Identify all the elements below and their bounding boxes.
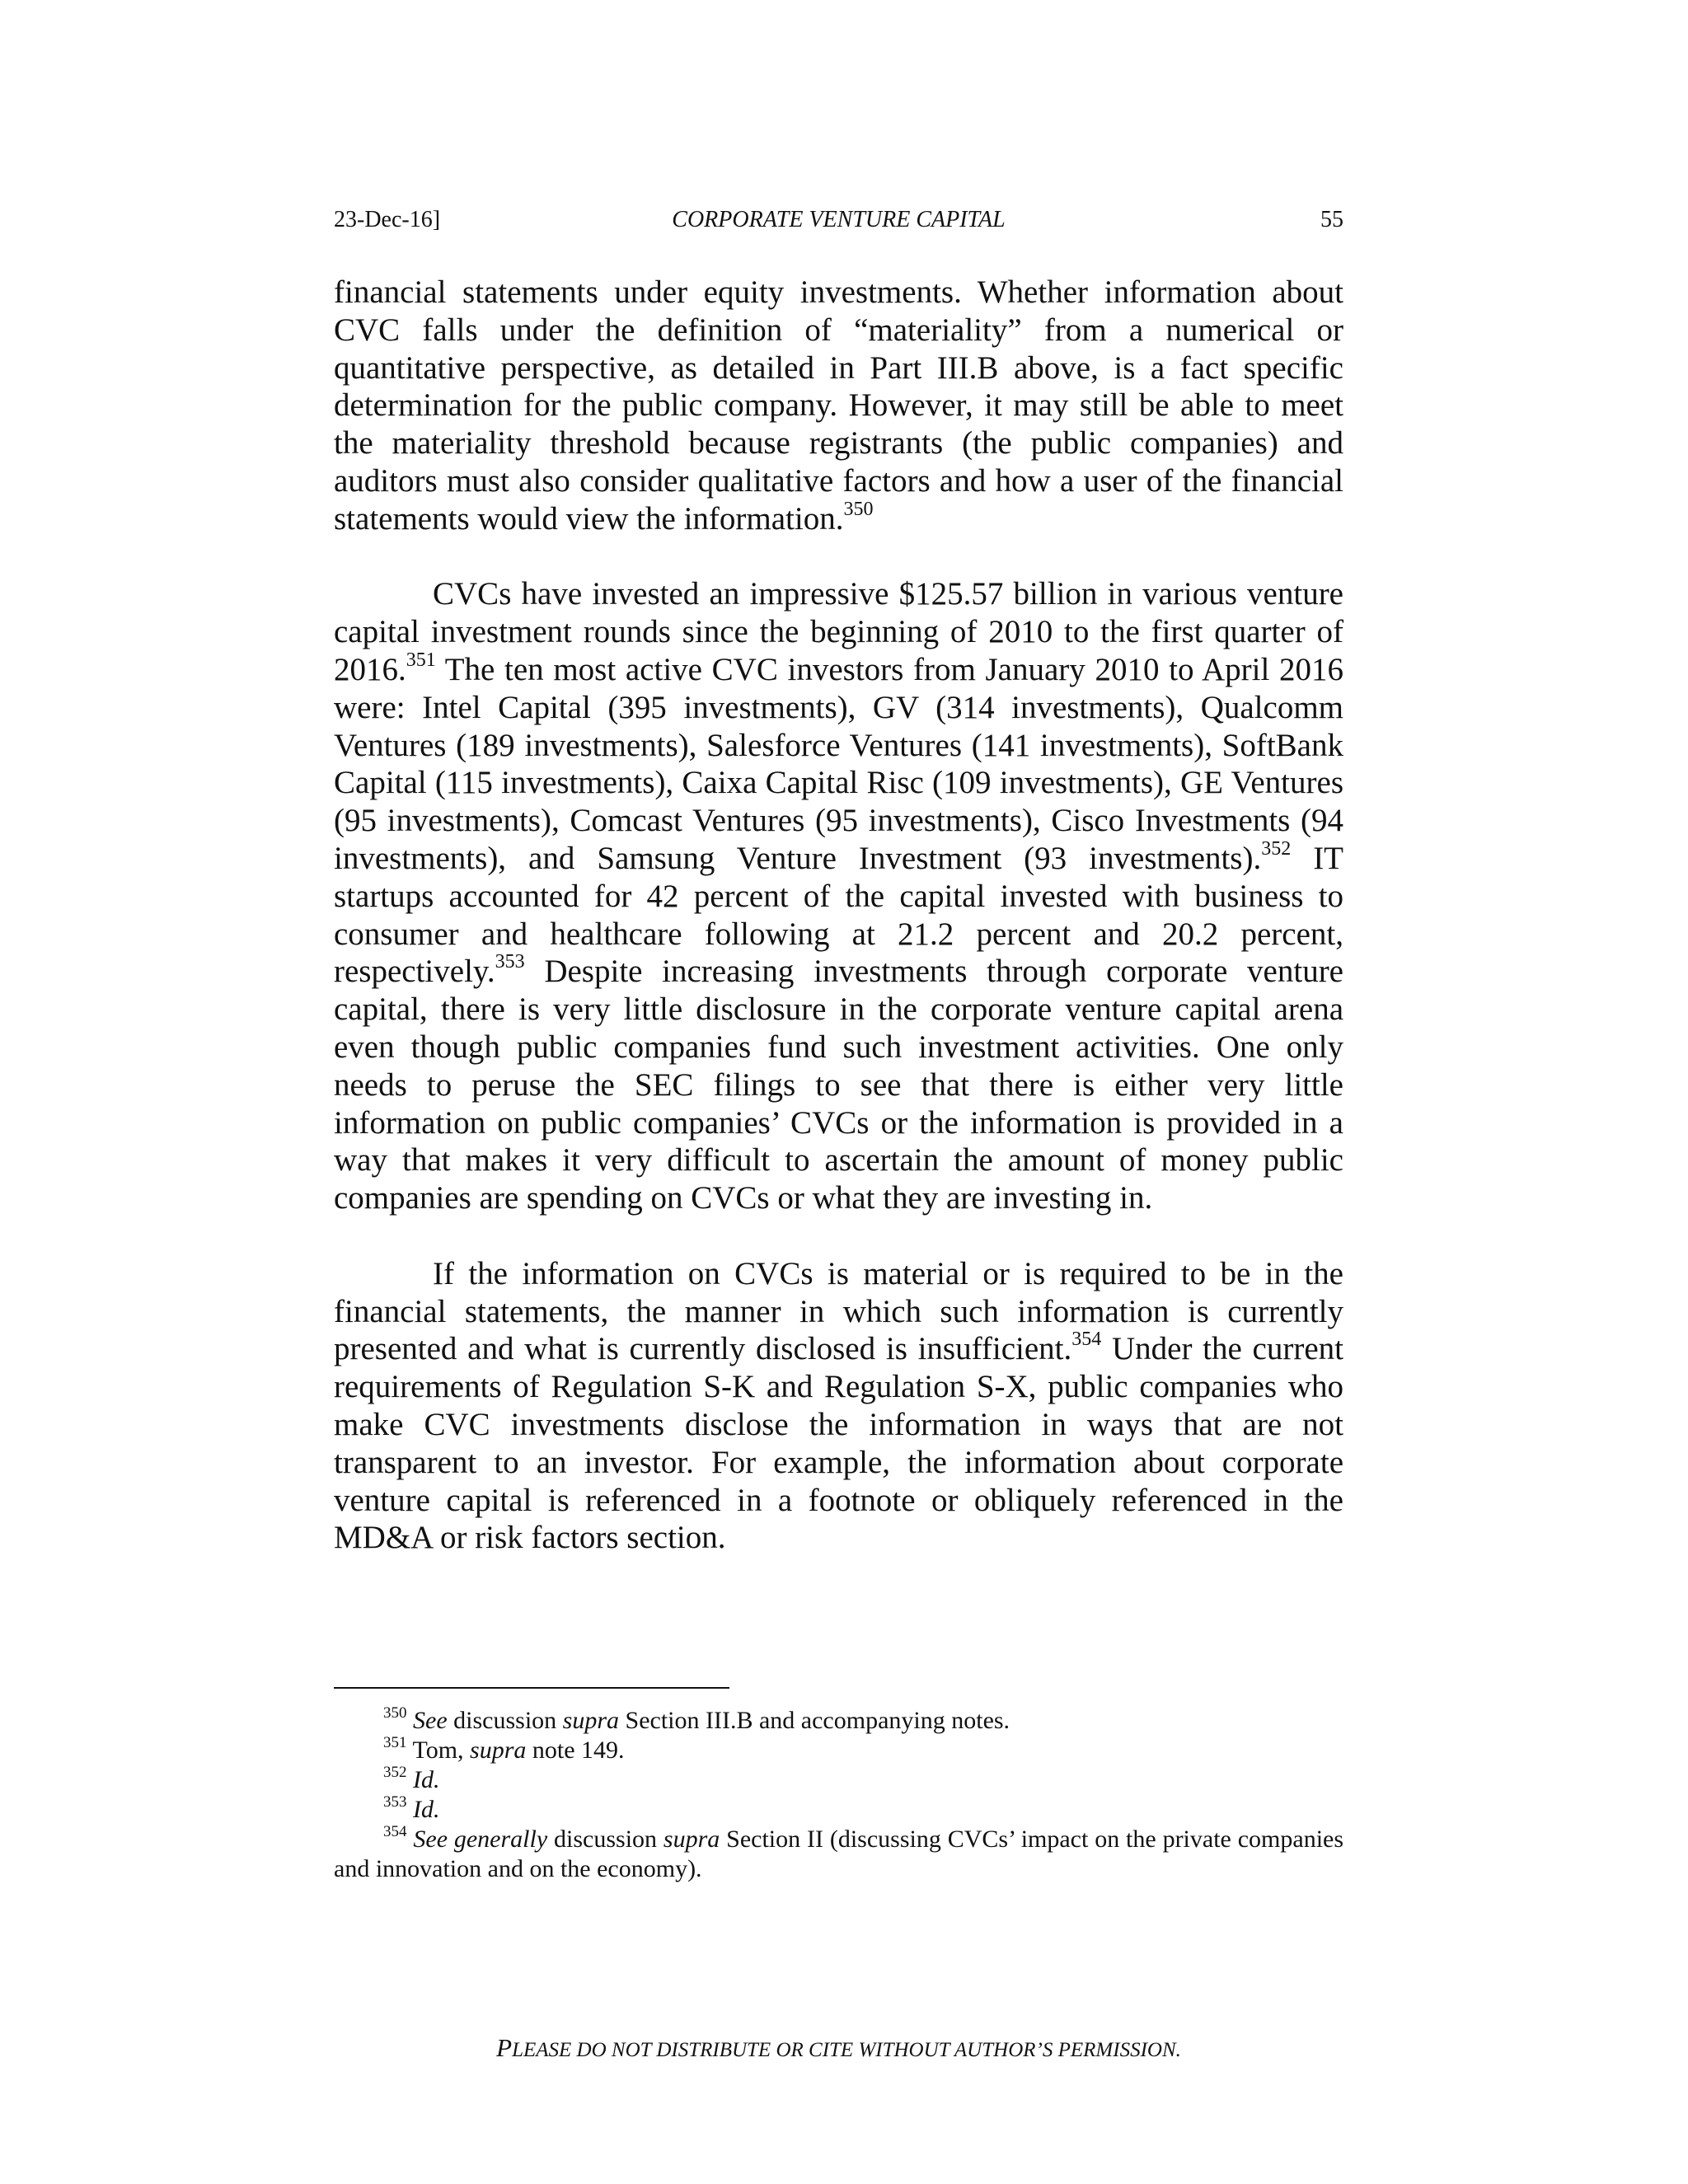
signal-word: See <box>413 1707 448 1734</box>
footnote-ref[interactable]: 352 <box>1261 837 1292 860</box>
page-number: 55 <box>1320 207 1343 232</box>
footer-text: LEASE DO NOT DISTRIBUTE OR CITE WITHOUT AUTHOR’S PERMISSION. <box>512 2039 1181 2061</box>
body-text <box>334 274 1343 1557</box>
footnote-ref[interactable]: 354 <box>1071 1329 1102 1351</box>
paragraph-text: Under the current requirements of Regulation S-K and Regulation S-X, public companies who make CVC investments disclose the information in ways that are not transparent to an investor. For example, the information about corporate venture capital is referenced in a footnote or obliquely referenced in the MD&A or risk factors section. <box>334 1331 1343 1556</box>
footnote-text: discussion <box>547 1825 663 1853</box>
paragraph-text: CVCs have invested an impressive $125.57 billion in various venture capital investment rounds since the beginning of 2010 to the first quarter of 2016. <box>334 576 1343 687</box>
paragraph <box>334 575 1343 1217</box>
footnote-text: Section III.B and accompanying notes. <box>619 1707 1010 1734</box>
signal-word: Id. <box>413 1766 440 1793</box>
footnote-ref[interactable]: 353 <box>495 951 525 973</box>
footnote-number: 353 <box>383 1793 407 1811</box>
signal-word: supra <box>663 1825 720 1853</box>
footnote-ref[interactable]: 351 <box>406 649 436 671</box>
paragraph <box>334 1255 1343 1557</box>
paragraph-text: Despite increasing investments through corporate venture capital, there is very little disclosure in the corporate venture capital arena even though public companies fund such investment activities. One only needs to peruse the SEC filings to see that there is either very little information on public companies’ CVCs or the information is provided in a way that makes it very difficult to ascertain the amount of money public companies are spending on CVCs or what they are investing in. <box>334 954 1343 1216</box>
signal-word: See generally <box>413 1825 548 1853</box>
paragraph-text: financial statements under equity investments. Whether information about CVC falls under the definition of “materiality” from a numerical or quantitative perspective, as detailed in Part III.B above, is a fact specific determination for the public company. However, it may still be able to meet the materiality threshold because registrants (the public companies) and auditors must also consider qualitative factors and how a user of the financial statements would view the information. <box>334 274 1343 537</box>
footnote-ref[interactable]: 350 <box>843 498 874 520</box>
header-title: CORPORATE VENTURE CAPITAL <box>672 207 1006 232</box>
paragraph-text: The ten most active CVC investors from January 2010 to April 2016 were: Intel Capital (395 investments), GV (314 investments), Qualcomm Ventures (189 investments), Salesforce Ventures (141 investments), SoftBank Capital (115 investments), Caixa Capital Risc (109 investments), GE Ventures (95 investments), Comcast Ventures (95 investments), Cisco Investments (94 investments), and Samsung Venture Investment (93 investments). <box>334 651 1343 876</box>
footnote-354 <box>334 1825 1343 1884</box>
footnote-352 <box>334 1765 1343 1795</box>
footnote-number: 354 <box>383 1823 407 1840</box>
footnote-separator <box>334 1687 729 1689</box>
footnote-353 <box>334 1795 1343 1825</box>
footnote-text: note 149. <box>526 1736 625 1764</box>
signal-word: Id. <box>413 1796 440 1823</box>
footnote-number: 350 <box>383 1704 407 1722</box>
header-date: 23-Dec-16] <box>334 207 441 232</box>
footnote-351 <box>334 1736 1343 1765</box>
page-footer <box>334 2032 1343 2067</box>
footnote-number: 352 <box>383 1764 407 1781</box>
running-header <box>334 203 1343 237</box>
footnote-text: Section II (discussing CVCs’ impact on the private companies and innovation and on the economy). <box>334 1825 1344 1882</box>
paragraph-text: If the information on CVCs is material or is required to be in the financial statements, the manner in which such information is currently presented and what is currently disclosed is insufficient. <box>334 1255 1343 1367</box>
footnote-350 <box>334 1706 1343 1736</box>
footnote-text: discussion <box>447 1707 563 1734</box>
footnotes <box>334 1706 1343 1884</box>
signal-word: supra <box>562 1707 620 1734</box>
footer-text: P <box>496 2033 513 2062</box>
paragraph-text: IT startups accounted for 42 percent of the capital invested with business to consumer and healthcare following at 21.2 percent and 20.2 percent, respectively. <box>334 840 1343 990</box>
paragraph <box>334 274 1343 538</box>
footnote-text: Tom, <box>412 1736 471 1764</box>
footnote-number: 351 <box>383 1734 407 1751</box>
signal-word: supra <box>470 1736 527 1764</box>
